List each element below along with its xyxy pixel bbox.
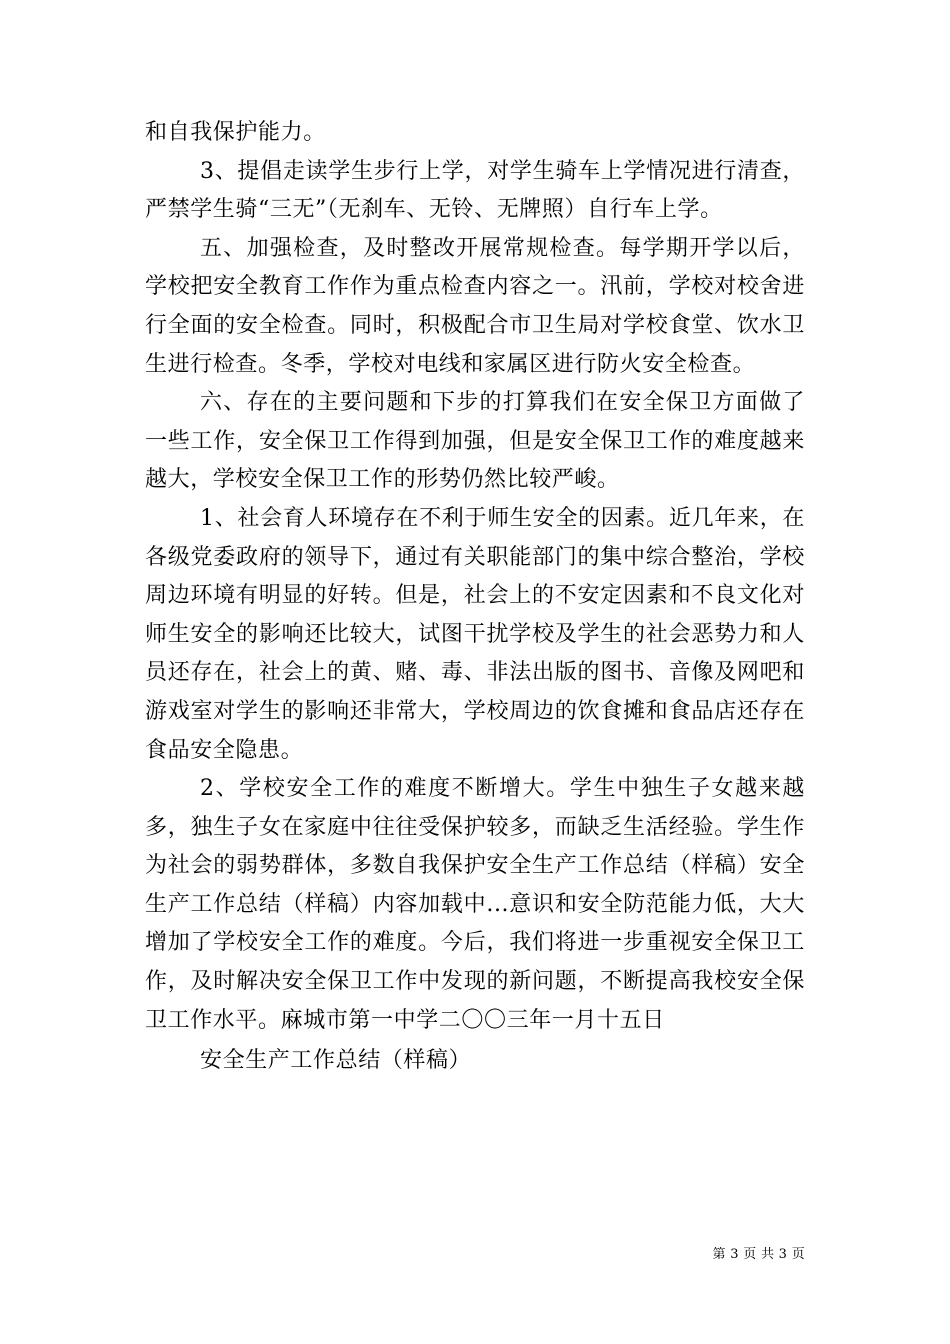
paragraph-continuation: 和自我保护能力。 bbox=[145, 120, 326, 145]
paragraph-item-3: 3、提倡走读学生步行上学，对学生骑车上学情况进行清查，严禁学生骑“三无”（无刹车、无铃、无牌照）自行车上学。 bbox=[145, 158, 805, 223]
document-body bbox=[145, 114, 805, 1081]
paragraph-issue-1: 1、社会育人环境存在不利于师生安全的因素。近几年来，在各级党委政府的领导下，通过有关职能部门的集中综合整治，学校周边环境有明显的好转。但是，社会上的不安定因素和不良文化对师生安全的影响还比较大，试图干扰学校及学生的社会恶势力和人员还存在，社会上的黄、赌、毒、非法出版的图书、音像及网吧和游戏室对学生的影响还非常大，学校周边的饮食摊和食品店还存在食品安全隐患。 bbox=[145, 505, 805, 763]
closing-title: 安全生产工作总结（样稿） bbox=[200, 1048, 472, 1074]
paragraph-section-6: 六、存在的主要问题和下步的打算我们在安全保卫方面做了一些工作，安全保卫工作得到加强，但是安全保卫工作的难度越来越大，学校安全保卫工作的形势仍然比较严峻。 bbox=[145, 390, 805, 493]
paragraph-issue-2: 2、学校安全工作的难度不断增大。学生中独生子女越来越多，独生子女在家庭中往往受保护较多，而缺乏生活经验。学生作为社会的弱势群体，多数自我保护安全生产工作总结（样稿）安全生产工作总结（样稿）内容加载中...意识和安全防范能力低，大大增加了学校安全工作的难度。今后，我们将进一步重视安全保卫工作，及时解决安全保卫工作中发现的新问题，不断提高我校安全保卫工作水平。麻城市第一中学二〇〇三年一月十五日 bbox=[145, 776, 805, 1033]
page-number-footer: 第 3 页 共 3 页 bbox=[712, 1247, 805, 1262]
paragraph-section-5: 五、加强检查，及时整改开展常规检查。每学期开学以后，学校把安全教育工作作为重点检查内容之一。汛前，学校对校舍进行全面的安全检查。同时，积极配合市卫生局对学校食堂、饮水卫生进行检查。冬季，学校对电线和家属区进行防火安全检查。 bbox=[145, 235, 805, 377]
